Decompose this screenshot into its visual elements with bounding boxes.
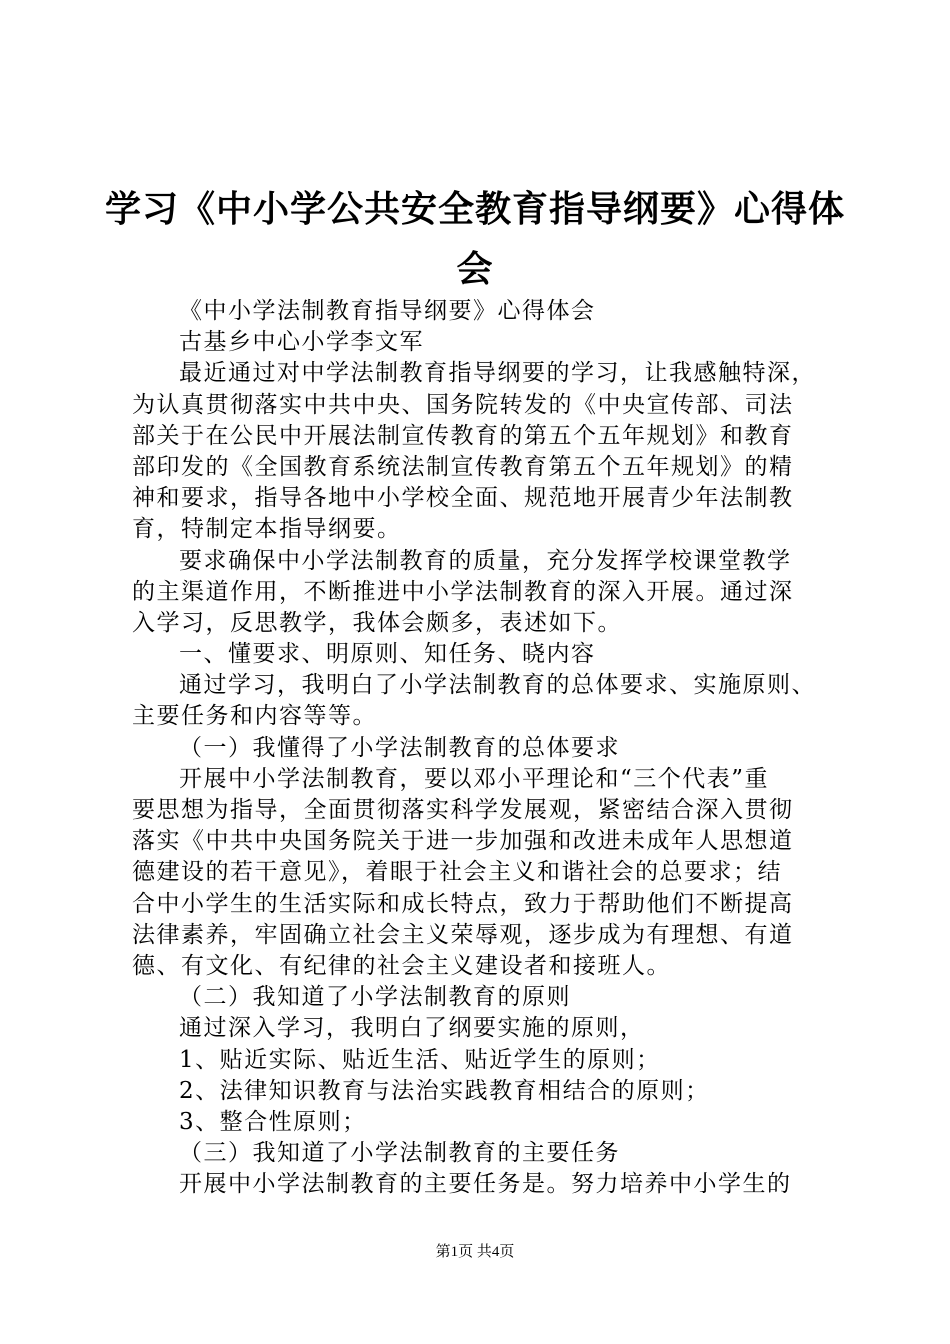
body-line: （三）我知道了小学法制教育的主要任务 (179, 1140, 620, 1167)
body-line: 最近通过对中学法制教育指导纲要的学习，让我感触特深， (179, 360, 816, 387)
body-line: 1、贴近实际、贴近生活、贴近学生的原则； (179, 1046, 661, 1073)
body-line: 育，特制定本指导纲要。 (132, 516, 402, 543)
body-line: 的主渠道作用，不断推进中小学法制教育的深入开展。通过深 (132, 578, 794, 605)
body-line: 要求确保中小学法制教育的质量，充分发挥学校课堂教学 (179, 547, 792, 574)
body-line: 开展中小学法制教育的主要任务是。努力培养中小学生的 (179, 1171, 792, 1198)
document-title-line-1: 学习《中小学公共安全教育指导纲要》心得体 (104, 189, 845, 230)
page-footer: 第1页 共4页 (435, 1244, 515, 1260)
body-line: 合中小学生的生活实际和成长特点，致力于帮助他们不断提高 (132, 890, 794, 917)
body-line: 3、整合性原则； (179, 1108, 367, 1135)
body-line: 法律素养，牢固确立社会主义荣辱观，逐步成为有理想、有道 (132, 921, 794, 948)
document-title-line-2: 会 (456, 249, 494, 290)
body-line: 为认真贯彻落实中共中央、国务院转发的《中央宣传部、司法 (132, 391, 794, 418)
body-line: 古基乡中心小学李文军 (179, 329, 424, 356)
body-line: 要思想为指导，全面贯彻落实科学发展观，紧密结合深入贯彻 (132, 797, 794, 823)
body-line: 一、懂要求、明原则、知任务、晓内容 (179, 641, 596, 668)
body-line: （二）我知道了小学法制教育的原则 (179, 984, 571, 1011)
body-line: 入学习，反思教学，我体会颇多，表述如下。 (132, 609, 622, 636)
body-line: 神和要求，指导各地中小学校全面、规范地开展青少年法制教 (132, 485, 794, 512)
body-line: 部关于在公民中开展法制宣传教育的第五个五年规划》和教育 (132, 422, 794, 449)
body-line: 德建设的若干意见》，着眼于社会主义和谐社会的总要求；结 (132, 859, 782, 886)
body-line: 通过学习，我明白了小学法制教育的总体要求、实施原则、 (179, 672, 816, 699)
body-line: 通过深入学习，我明白了纲要实施的原则， (179, 1015, 645, 1042)
body-line: 2、法律知识教育与法治实践教育相结合的原则； (179, 1077, 710, 1104)
body-line: 德、有文化、有纪律的社会主义建设者和接班人。 (132, 952, 671, 979)
body-line: 落实《中共中央国务院关于进一步加强和改进未成年人思想道 (132, 828, 794, 855)
document-body (132, 296, 832, 1200)
body-line: 开展中小学法制教育，要以邓小平理论和“三个代表”重 (179, 765, 770, 792)
body-line: 主要任务和内容等等。 (132, 703, 377, 730)
body-line: 部印发的《全国教育系统法制宣传教育第五个五年规划》的精 (132, 453, 794, 480)
body-line: （一）我懂得了小学法制教育的总体要求 (179, 734, 620, 761)
body-line: 《中小学法制教育指导纲要》心得体会 (179, 298, 596, 324)
